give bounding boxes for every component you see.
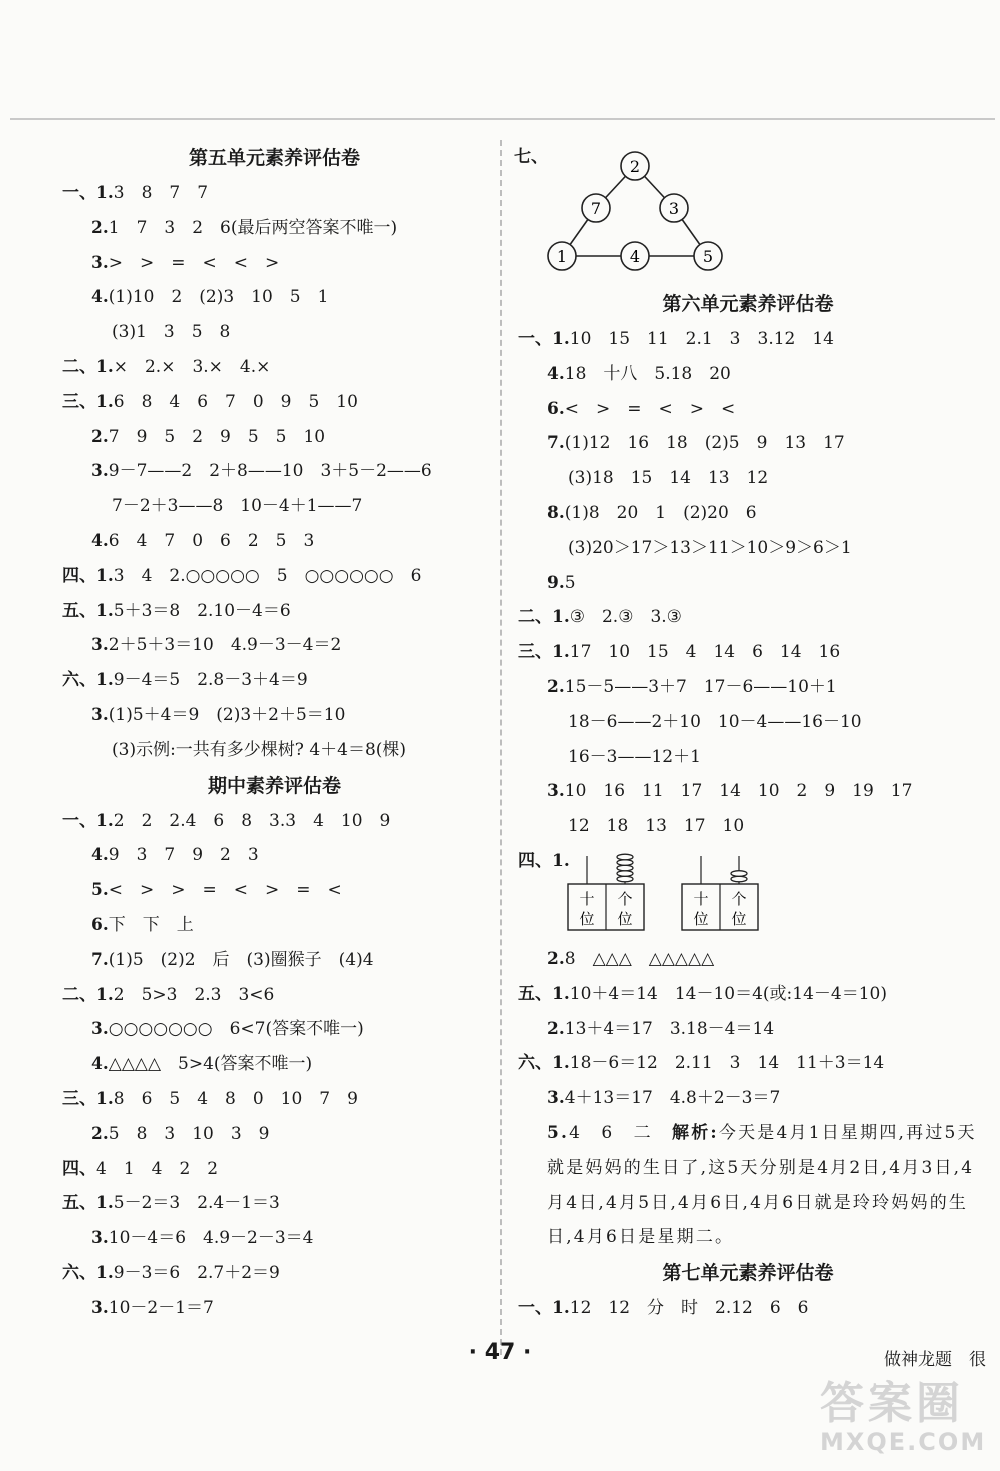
answer-text: 15－5——3＋7 17－6——10＋1 [564,676,837,697]
question-number: 4. [91,1054,109,1075]
answer-text: 1 7 3 2 6(最后两空答案不唯一) [108,217,398,238]
answer-line [518,531,978,566]
answer-line [518,1291,978,1326]
answer-line [62,1117,487,1152]
answer-text: 18－6＝12 2.11 3 14 11＋3＝14 [569,1053,885,1074]
question-number: 1. [96,810,114,831]
answer-text: 10－2－1＝7 [108,1297,214,1318]
question-number: 1. [552,983,570,1004]
answer-text: (3)18 15 14 13 12 [568,468,769,489]
question-number: 1. [96,565,114,586]
answer-text: 9－7——2 2＋8——10 3＋5－2——6 [108,461,432,482]
abacus-2-ones-label: 个 [731,889,747,908]
question-number: 1. [96,356,114,377]
answer-text: 5＋3＝8 2.10－4＝6 [113,600,291,621]
answer-line [62,385,487,420]
abacus-1-tens-label: 十 [579,889,595,908]
answer-line [518,357,978,392]
answer-line [62,1291,487,1326]
node-bottom-left [548,242,576,270]
question-number: 6. [547,398,565,419]
answer-text: 3 8 7 7 [113,183,209,203]
question-number: 2. [547,676,565,697]
answer-line [62,908,487,943]
answer-text: (1)5 (2)2 后 (3)圈猴子 (4)4 [108,949,374,970]
section-title-unit5: 第五单元素养评估卷 [188,147,360,169]
answer-text: 下 下 上 [108,914,194,935]
question-5-explanation: 5.4 6 二 解析:今天是4月1日星期四,再过5天就是妈妈的生日了,这5天分别是4月2日,4月3日,4月4日,4月5日,4月6日,4月6日就是玲玲妈妈的生日,4月6日是星期二。 [547,1122,977,1248]
answer-text: < > > = < > = < [108,880,342,901]
answer-line [62,1047,487,1082]
abacus-bead [617,876,633,882]
node-bottom-right-label: 5 [702,247,714,266]
answer-line [62,280,487,315]
answer-text: 8 6 5 4 8 0 10 7 9 [113,1088,358,1109]
section-number: 六、 [62,1262,96,1283]
answer-text: 12 12 分 时 2.12 6 6 [569,1298,809,1319]
node-left-mid [582,194,610,222]
question-number: 1. [552,607,570,628]
column-divider [500,140,502,1355]
answer-line [518,1046,978,1081]
question-number: 8. [547,502,565,523]
answer-line [62,176,487,211]
section-number: 六、 [62,670,96,691]
answer-line [518,461,978,496]
answer-text: > > = < < > [108,252,280,273]
question-number: 1. [96,600,114,621]
question-number: 2. [91,217,109,238]
node-top [621,152,649,180]
answer-text: (3)示例:一共有多少棵树? 4＋4＝8(棵) [112,739,407,760]
answer-text: (1)5＋4＝9 (2)3＋2＋5＝10 [108,704,346,725]
answer-text: 9 3 7 9 2 3 [108,845,259,866]
question-number: 1. [96,1262,114,1283]
answer-text: (1)10 2 (2)3 10 5 1 [108,287,329,308]
abacus-1-ones-label: 个 [617,889,633,908]
question-number: 6. [91,914,109,935]
question-number: 3. [547,781,565,802]
question-number: 3. [91,704,109,725]
answer-text: 5 8 3 10 3 9 [108,1123,270,1144]
answer-text: < > = < > < [564,398,736,419]
question-number: 3. [91,1019,109,1040]
question-number: 1. [552,1053,570,1074]
answer-line [62,1186,487,1221]
node-right-mid-label: 3 [668,199,680,218]
question-label: 七、 [514,147,548,167]
answer-text: 5－2＝3 2.4－1＝3 [113,1193,280,1214]
answer-text: 9－4＝5 2.8－3＋4＝9 [113,670,308,691]
answer-line [518,426,978,461]
question-number: 2. [547,1018,565,1039]
answer-text: 9－3＝6 2.7＋2＝9 [113,1262,280,1283]
question-number: 1. [96,183,114,203]
question-number: 3. [91,1297,109,1318]
node-left-mid-label: 7 [590,199,602,218]
node-right-mid [660,194,688,222]
answer-text: (1)12 16 18 (2)5 9 13 17 [564,433,845,454]
unit5-answers [62,176,487,768]
section-number: 五、 [62,1193,96,1214]
answer-line [62,1152,487,1187]
answer-text: 4 1 4 2 2 [96,1158,219,1179]
answer-line [518,322,978,357]
question-number: 1. [552,1298,570,1319]
question-number: 3. [91,635,109,656]
answer-text: 8 △△△ △△△△△ [564,948,715,969]
answer-line [518,600,978,635]
abacus-2-ones-beads [731,871,747,882]
node-bottom-mid-label: 4 [629,247,641,266]
answer-text: (3)20＞17＞13＞11＞10＞9＞6＞1 [568,537,852,558]
section-number: 三、 [62,1088,96,1109]
answer-line [518,670,978,705]
top-rule [10,118,995,120]
answer-text: 6 4 7 0 6 2 5 3 [108,530,315,551]
question-number: 1. [96,670,114,691]
section-title-midterm: 期中素养评估卷 [207,774,341,797]
question-number: 2. [91,426,109,447]
abacus-2-tens-label: 十 [693,889,709,908]
answer-line [62,804,487,839]
section-number: 一、 [518,329,552,349]
abacus-diagrams [562,848,862,944]
answer-line [62,454,487,489]
answer-line [518,977,978,1012]
watermark-logo: 答案圈 MXQE.COM [820,1378,987,1456]
question-number: 3. [547,1088,565,1109]
answer-line [62,315,487,350]
answer-line [62,978,487,1013]
answer-line [518,809,978,844]
question-number: 2. [91,1123,109,1144]
answer-line [518,942,978,977]
answer-text: 7 9 5 2 9 5 5 10 [108,426,326,447]
question-number: 4. [91,287,109,308]
abacus-2-tens-wei: 位 [693,909,709,928]
answer-text: (3)1 3 5 8 [112,322,231,343]
answer-text: 16－3——12＋1 [568,746,701,767]
section-title-unit7: 第七单元素养评估卷 [662,1262,834,1285]
question-number: 5. [91,880,109,901]
answer-line [518,1081,978,1116]
answer-line [62,524,487,559]
abacus-bead [731,876,747,882]
answer-text: ○○○○○○○ 6<7(答案不唯一) [108,1019,364,1040]
abacus-bead [617,871,633,877]
answer-text: 6 8 4 6 7 0 9 5 10 [113,391,358,412]
answer-text: 10 15 11 2.1 3 3.12 14 [569,329,834,349]
answer-text: 2 2 2.4 6 8 3.3 4 10 9 [113,810,391,831]
section-number: 四、 [62,565,96,586]
answer-text: 18－6——2＋10 10－4——16－10 [568,711,862,732]
answer-line [62,873,487,908]
answer-line [62,838,487,873]
answer-line [518,1012,978,1047]
page-number: · 47 · [468,1340,532,1365]
answer-text: 12 18 13 17 10 [568,816,745,837]
question-number: 3. [91,252,109,273]
answer-text: 5 [564,572,576,593]
question-number: 1. [552,329,570,349]
left-column [62,140,487,1326]
answer-text: 10＋4＝14 14－10＝4(或:14－4＝10) [569,983,887,1004]
section-number: 六、 [518,1053,552,1074]
answer-line [62,698,487,733]
answer-text: (1)8 20 1 (2)20 6 [564,502,757,523]
question-number: 7. [91,949,109,970]
answer-text: 13＋4＝17 3.18－4＝14 [564,1018,775,1039]
section-number: 一、 [62,810,96,831]
section-number: 三、 [62,391,96,412]
answer-text: 2＋5＋3＝10 4.9－3－4＝2 [108,635,342,656]
answer-line [518,392,978,427]
answer-line [518,705,978,740]
abacus-1 [568,854,644,930]
answer-line [62,246,487,281]
question-number: 1. [96,1088,114,1109]
node-bottom-mid [621,242,649,270]
footer-brand: 做神龙题 很 [884,1350,986,1370]
right-column [514,140,978,1326]
answer-line [518,566,978,601]
unit6-answers-part1 [518,322,978,844]
abacus-question [518,844,978,942]
answer-line [62,1221,487,1256]
answer-line [518,740,978,775]
answer-text: △△△△ 5>4(答案不唯一) [108,1054,313,1075]
abacus-1-ones-beads [617,854,633,882]
section-number: 二、 [62,984,96,1005]
question-number: 1. [96,391,114,412]
section-number: 一、 [518,1298,552,1319]
node-bottom-left-label: 1 [556,247,568,266]
node-top-label: 2 [629,157,641,176]
question-number: 7. [547,433,565,454]
answer-line [62,1012,487,1047]
answer-line [62,211,487,246]
answer-text: 18 十八 5.18 20 [564,363,731,384]
section-number: 五、 [518,983,552,1004]
abacus-bead [617,860,633,866]
question-number: 1. [552,642,570,663]
question-number: 4. [91,530,109,551]
answer-text: × 2.× 3.× 4.× [113,356,271,377]
question-number: 1. [96,1193,114,1214]
section-number: 一、 [62,183,96,203]
section-number: 二、 [518,607,552,628]
node-bottom-right [694,242,722,270]
section-number: 四、 [62,1158,96,1179]
answer-line [62,489,487,524]
answer-text: 7－2＋3——8 10－4＋1——7 [112,496,363,517]
abacus-2-ones-wei: 位 [731,909,747,928]
question-number: 9. [547,572,565,593]
answer-line [62,733,487,768]
unit6-answers-part2 [518,942,978,1116]
question-number: 1. [96,984,114,1005]
unit7-answers [518,1291,978,1326]
abacus-question-label: 四、1. [518,850,570,871]
abacus-2 [682,856,758,930]
answer-line [62,1082,487,1117]
answer-line [62,420,487,455]
number-triangle-diagram [538,140,778,282]
abacus-1-tens-wei: 位 [579,909,595,928]
answer-text: 3 4 2.○○○○○ 5 ○○○○○○ 6 [113,565,422,586]
triangle-question [514,140,978,286]
section-number: 二、 [62,356,96,377]
answer-line [62,943,487,978]
section-title-unit6: 第六单元素养评估卷 [662,293,834,315]
answer-line [518,635,978,670]
answer-text: 2 5>3 2.3 3<6 [113,984,275,1005]
answer-text: 10 16 11 17 14 10 2 9 19 17 [564,781,913,802]
answer-line [62,594,487,629]
abacus-bead [617,865,633,871]
answer-line [518,774,978,809]
answer-line [518,496,978,531]
answer-line [62,350,487,385]
answer-line [62,628,487,663]
answer-line [62,1256,487,1291]
midterm-answers [62,804,487,1326]
section-number: 五、 [62,600,96,621]
question-number: 4. [547,363,565,384]
answer-text: 10－4＝6 4.9－2－3＝4 [108,1228,314,1249]
question-number: 3. [91,461,109,482]
answer-line [62,559,487,594]
answer-text: 17 10 15 4 14 6 14 16 [569,642,841,663]
question-number: 4. [91,845,109,866]
question-number: 3. [91,1228,109,1249]
abacus-bead [617,854,633,860]
answer-text: 4＋13＝17 4.8＋2－3＝7 [564,1088,781,1109]
abacus-1-ones-wei: 位 [617,909,633,928]
section-number: 三、 [518,642,552,663]
abacus-bead [731,871,747,877]
question-number: 2. [547,948,565,969]
answer-line [62,663,487,698]
answer-text: ③ 2.③ 3.③ [569,607,682,628]
